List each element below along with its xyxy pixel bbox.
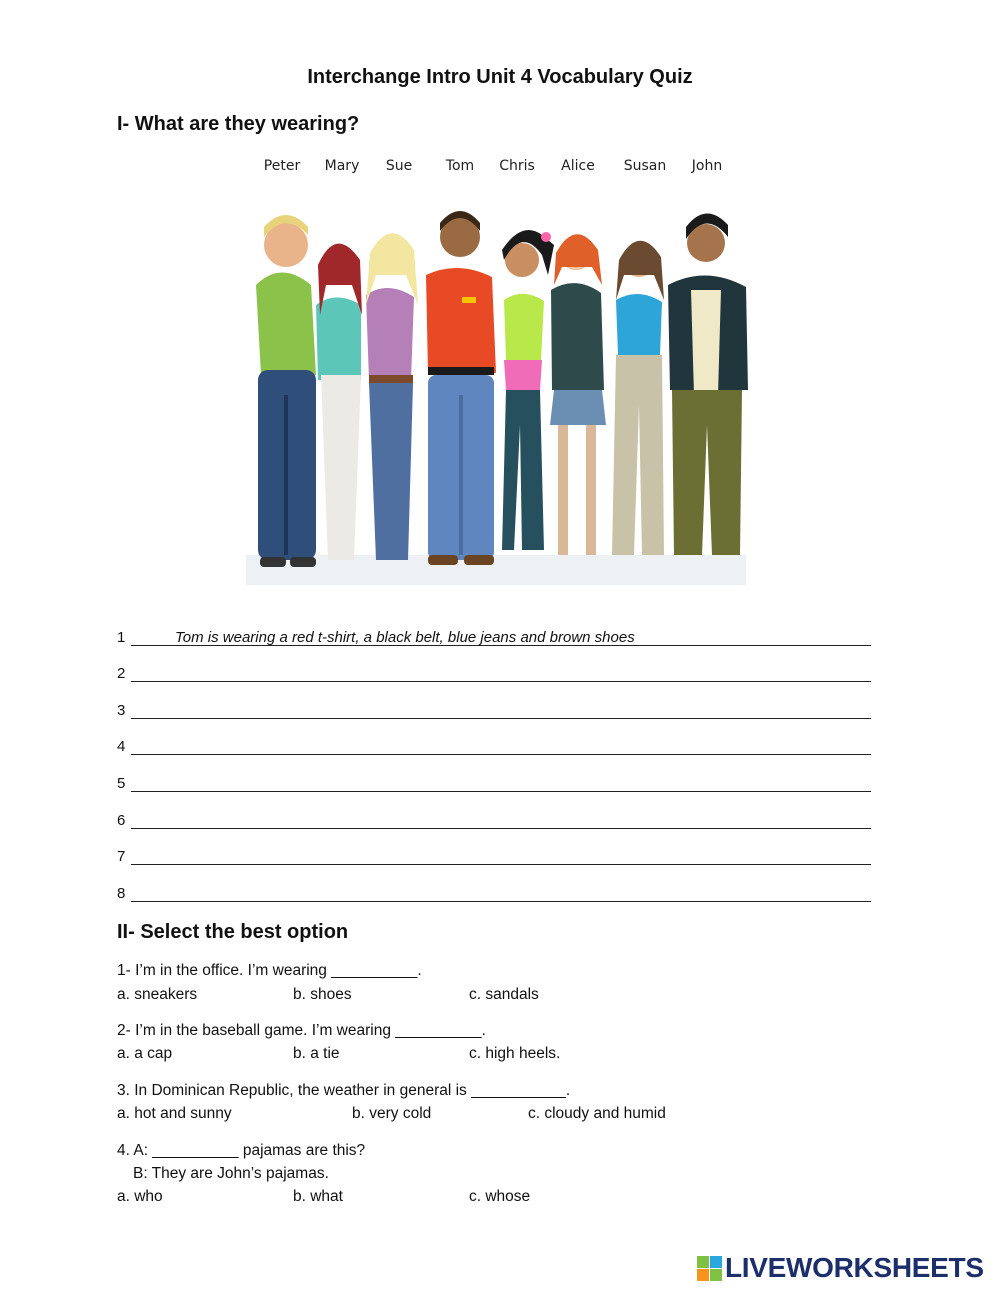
- line-number: 5: [117, 775, 126, 792]
- line-number: 2: [117, 665, 126, 682]
- line-number: 4: [117, 738, 126, 755]
- option-b[interactable]: b. what: [293, 1188, 343, 1205]
- name-label: Alice: [561, 158, 595, 174]
- option-b[interactable]: b. shoes: [293, 986, 352, 1003]
- question-1-prompt: 1- I’m in the office. I’m wearing __________.: [117, 962, 422, 979]
- question-4-dialogue: B: They are John’s pajamas.: [133, 1165, 329, 1182]
- group-of-people-illustration: [236, 205, 776, 590]
- name-label: Peter: [263, 158, 301, 174]
- answer-line-1[interactable]: [117, 626, 873, 648]
- person-susan: [612, 241, 664, 555]
- character-names: [0, 158, 1000, 180]
- option-c[interactable]: c. whose: [469, 1188, 531, 1205]
- option-c[interactable]: c. high heels.: [469, 1045, 561, 1062]
- option-c[interactable]: c. sandals: [469, 986, 539, 1003]
- line-number: 6: [117, 812, 126, 829]
- option-a[interactable]: a. sneakers: [117, 986, 198, 1003]
- underline: [131, 754, 871, 755]
- name-label: John: [691, 158, 723, 174]
- answer-line-8[interactable]: [117, 882, 873, 904]
- section-1-heading: I- What are they wearing?: [117, 113, 360, 135]
- answer-text: Tom is wearing a red t-shirt, a black belt, blue jeans and brown shoes: [175, 629, 635, 646]
- line-number: 8: [117, 885, 126, 902]
- name-label: Sue: [385, 158, 413, 174]
- underline: [131, 718, 871, 719]
- name-label: Tom: [445, 158, 475, 174]
- name-label: Chris: [499, 158, 535, 174]
- liveworksheets-logo-icon: [697, 1256, 723, 1282]
- logo-wordmark: LIVEWORKSHEETS: [725, 1252, 984, 1283]
- option-c[interactable]: c. cloudy and humid: [528, 1105, 666, 1122]
- underline: [131, 791, 871, 792]
- underline: [131, 901, 871, 902]
- option-b[interactable]: b. very cold: [352, 1105, 432, 1122]
- person-peter: [256, 215, 316, 567]
- question-3-prompt: 3. In Dominican Republic, the weather in general is ___________.: [117, 1082, 571, 1099]
- option-b[interactable]: b. a tie: [293, 1045, 340, 1062]
- worksheet-title: Interchange Intro Unit 4 Vocabulary Quiz: [307, 66, 693, 88]
- question-4-prompt: 4. A: __________ pajamas are this?: [117, 1142, 366, 1159]
- section-2-heading: II- Select the best option: [117, 921, 349, 943]
- person-mary: [316, 244, 362, 560]
- answer-line-4[interactable]: [117, 735, 873, 757]
- person-tom: [426, 211, 496, 565]
- person-john: [668, 213, 748, 555]
- answer-line-7[interactable]: [117, 845, 873, 867]
- person-chris: [502, 230, 554, 550]
- question-2-prompt: 2- I’m in the baseball game. I’m wearing __________.: [117, 1022, 486, 1039]
- option-a[interactable]: a. who: [117, 1188, 163, 1205]
- underline: [131, 864, 871, 865]
- name-label: Mary: [324, 158, 360, 174]
- answer-line-6[interactable]: [117, 809, 873, 831]
- line-number: 3: [117, 702, 126, 719]
- name-label: Susan: [623, 158, 667, 174]
- underline: [131, 828, 871, 829]
- option-a[interactable]: a. a cap: [117, 1045, 173, 1062]
- person-sue: [366, 233, 418, 560]
- line-number: 7: [117, 848, 126, 865]
- person-alice: [550, 234, 606, 555]
- line-number: 1: [117, 629, 126, 646]
- answer-line-3[interactable]: [117, 699, 873, 721]
- option-a[interactable]: a. hot and sunny: [117, 1105, 232, 1122]
- answer-line-2[interactable]: [117, 662, 873, 684]
- underline: [131, 681, 871, 682]
- answer-line-5[interactable]: [117, 772, 873, 794]
